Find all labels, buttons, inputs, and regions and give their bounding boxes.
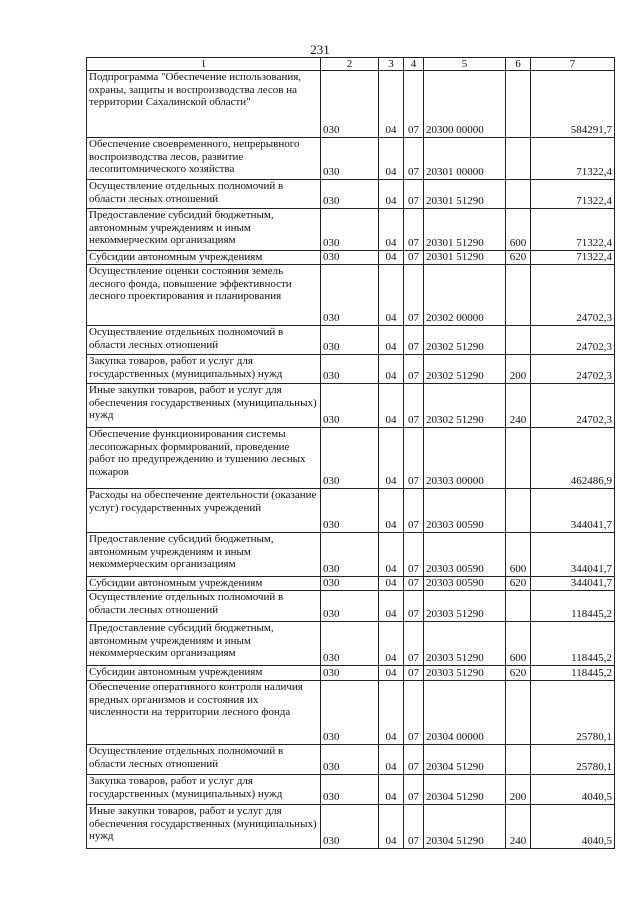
target-article-code: 20302 51290 [424,384,506,428]
amount: 462486,9 [531,428,615,489]
expense-type-code: 600 [506,209,531,251]
row-name: Иные закупки товаров, работ и услуг для обеспечения государственных (муниципальных) нужд [87,384,321,428]
target-article-code: 20301 00000 [424,138,506,180]
table-row [87,666,615,681]
section-code: 04 [379,209,404,251]
admin-code: 030 [321,209,379,251]
expense-type-code [506,428,531,489]
expense-type-code: 620 [506,577,531,591]
amount: 71322,4 [531,209,615,251]
subsection-code: 07 [404,681,424,745]
target-article-code: 20303 51290 [424,591,506,622]
row-name: Предоставление субсидий бюджетным, автономным учреждениям и иным некоммерческим организациям [87,622,321,666]
subsection-code: 07 [404,489,424,533]
target-article-code: 20303 00590 [424,577,506,591]
amount: 584291,7 [531,71,615,138]
admin-code: 030 [321,180,379,209]
target-article-code: 20302 51290 [424,355,506,384]
table-row [87,577,615,591]
amount: 71322,4 [531,180,615,209]
table-row [87,745,615,775]
subsection-code: 07 [404,428,424,489]
amount: 24702,3 [531,326,615,355]
table-row [87,489,615,533]
table-row [87,805,615,849]
expense-type-code: 200 [506,355,531,384]
section-code: 04 [379,745,404,775]
admin-code: 030 [321,745,379,775]
target-article-code: 20303 51290 [424,666,506,681]
admin-code: 030 [321,666,379,681]
section-code: 04 [379,180,404,209]
column-header: 4 [404,58,424,71]
subsection-code: 07 [404,577,424,591]
row-name: Закупка товаров, работ и услуг для государственных (муниципальных) нужд [87,775,321,805]
admin-code: 030 [321,428,379,489]
table-row [87,251,615,265]
amount: 118445,2 [531,591,615,622]
admin-code: 030 [321,591,379,622]
admin-code: 030 [321,138,379,180]
subsection-code: 07 [404,71,424,138]
header-row [87,58,615,71]
row-name: Осуществление отдельных полномочий в области лесных отношений [87,326,321,355]
expense-type-code [506,180,531,209]
amount: 118445,2 [531,666,615,681]
section-code: 04 [379,681,404,745]
section-code: 04 [379,251,404,265]
column-header: 5 [424,58,506,71]
table-row [87,209,615,251]
amount: 71322,4 [531,251,615,265]
row-name: Обеспечение своевременного, непрерывного воспроизводства лесов, развитие лесопитомнического хозяйства [87,138,321,180]
subsection-code: 07 [404,265,424,326]
row-name: Закупка товаров, работ и услуг для государственных (муниципальных) нужд [87,355,321,384]
column-header: 7 [531,58,615,71]
section-code: 04 [379,533,404,577]
expense-type-code: 200 [506,775,531,805]
subsection-code: 07 [404,251,424,265]
table-row [87,138,615,180]
subsection-code: 07 [404,209,424,251]
target-article-code: 20304 51290 [424,805,506,849]
expense-type-code [506,745,531,775]
amount: 24702,3 [531,355,615,384]
column-header: 6 [506,58,531,71]
target-article-code: 20303 00000 [424,428,506,489]
section-code: 04 [379,355,404,384]
table-row [87,591,615,622]
row-name: Обеспечение функционирования системы лесопожарных формирований, проведение работ по предупреждению и тушению лесных пожаров [87,428,321,489]
expense-type-code: 600 [506,622,531,666]
subsection-code: 07 [404,138,424,180]
amount: 24702,3 [531,384,615,428]
admin-code: 030 [321,326,379,355]
expense-type-code [506,326,531,355]
subsection-code: 07 [404,666,424,681]
expense-type-code: 240 [506,805,531,849]
row-name: Расходы на обеспечение деятельности (оказание услуг) государственных учреждений [87,489,321,533]
table-row [87,622,615,666]
section-code: 04 [379,384,404,428]
row-name: Предоставление субсидий бюджетным, автономным учреждениям и иным некоммерческим организациям [87,533,321,577]
expense-type-code [506,681,531,745]
expense-type-code [506,265,531,326]
page-number: 231 [310,42,330,57]
table-row [87,355,615,384]
table-row [87,265,615,326]
expense-type-code [506,489,531,533]
column-header: 3 [379,58,404,71]
section-code: 04 [379,666,404,681]
row-name: Субсидии автономным учреждениям [87,251,321,265]
section-code: 04 [379,775,404,805]
row-name: Осуществление отдельных полномочий в области лесных отношений [87,180,321,209]
section-code: 04 [379,591,404,622]
section-code: 04 [379,805,404,849]
amount: 118445,2 [531,622,615,666]
amount: 25780,1 [531,681,615,745]
table-row [87,533,615,577]
subsection-code: 07 [404,805,424,849]
table-row [87,71,615,138]
row-name: Осуществление оценки состояния земель лесного фонда, повышение эффективности лесного проектирования и планирования [87,265,321,326]
admin-code: 030 [321,251,379,265]
section-code: 04 [379,577,404,591]
table-row [87,384,615,428]
amount: 4040,5 [531,775,615,805]
expense-type-code [506,591,531,622]
row-name: Обеспечение оперативного контроля наличия вредных организмов и состояния их численности на территории лесного фонда [87,681,321,745]
subsection-code: 07 [404,180,424,209]
target-article-code: 20302 51290 [424,326,506,355]
expense-type-code [506,71,531,138]
subsection-code: 07 [404,384,424,428]
admin-code: 030 [321,489,379,533]
admin-code: 030 [321,681,379,745]
row-name: Осуществление отдельных полномочий в области лесных отношений [87,745,321,775]
budget-table [86,57,615,849]
expense-type-code: 600 [506,533,531,577]
admin-code: 030 [321,71,379,138]
subsection-code: 07 [404,326,424,355]
amount: 344041,7 [531,533,615,577]
subsection-code: 07 [404,355,424,384]
table-row [87,326,615,355]
target-article-code: 20301 51290 [424,209,506,251]
subsection-code: 07 [404,745,424,775]
row-name: Подпрограмма "Обеспечение использования, охраны, защиты и воспроизводства лесов на территории Сахалинской области" [87,71,321,138]
column-header: 2 [321,58,379,71]
amount: 344041,7 [531,489,615,533]
row-name: Предоставление субсидий бюджетным, автономным учреждениям и иным некоммерческим организациям [87,209,321,251]
subsection-code: 07 [404,622,424,666]
target-article-code: 20304 51290 [424,745,506,775]
subsection-code: 07 [404,591,424,622]
target-article-code: 20300 00000 [424,71,506,138]
admin-code: 030 [321,775,379,805]
amount: 25780,1 [531,745,615,775]
target-article-code: 20304 51290 [424,775,506,805]
section-code: 04 [379,265,404,326]
amount: 344041,7 [531,577,615,591]
target-article-code: 20301 51290 [424,251,506,265]
section-code: 04 [379,489,404,533]
target-article-code: 20303 51290 [424,622,506,666]
admin-code: 030 [321,533,379,577]
target-article-code: 20301 51290 [424,180,506,209]
section-code: 04 [379,138,404,180]
admin-code: 030 [321,805,379,849]
row-name: Субсидии автономным учреждениям [87,666,321,681]
amount: 71322,4 [531,138,615,180]
row-name: Иные закупки товаров, работ и услуг для обеспечения государственных (муниципальных) нужд [87,805,321,849]
table-row [87,180,615,209]
expense-type-code: 620 [506,251,531,265]
table-row [87,775,615,805]
target-article-code: 20303 00590 [424,489,506,533]
admin-code: 030 [321,355,379,384]
admin-code: 030 [321,265,379,326]
expense-type-code: 240 [506,384,531,428]
table-row [87,681,615,745]
subsection-code: 07 [404,775,424,805]
expense-type-code: 620 [506,666,531,681]
amount: 4040,5 [531,805,615,849]
admin-code: 030 [321,622,379,666]
row-name: Осуществление отдельных полномочий в области лесных отношений [87,591,321,622]
table-row [87,428,615,489]
admin-code: 030 [321,577,379,591]
column-header: 1 [87,58,321,71]
target-article-code: 20302 00000 [424,265,506,326]
row-name: Субсидии автономным учреждениям [87,577,321,591]
subsection-code: 07 [404,533,424,577]
amount: 24702,3 [531,265,615,326]
target-article-code: 20304 00000 [424,681,506,745]
target-article-code: 20303 00590 [424,533,506,577]
section-code: 04 [379,622,404,666]
admin-code: 030 [321,384,379,428]
section-code: 04 [379,428,404,489]
section-code: 04 [379,71,404,138]
section-code: 04 [379,326,404,355]
expense-type-code [506,138,531,180]
